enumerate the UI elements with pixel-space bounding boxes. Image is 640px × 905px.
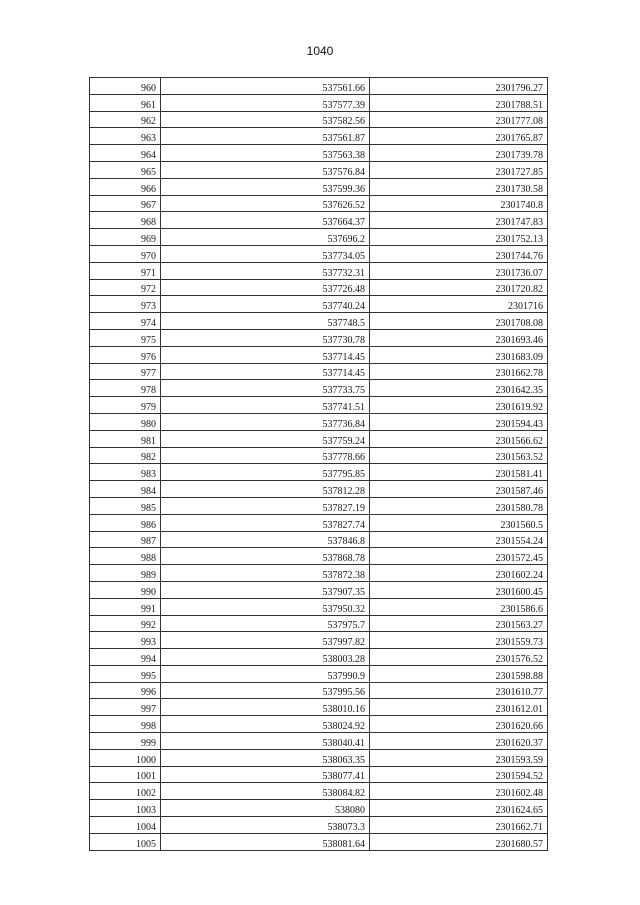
x-coordinate-cell: 537734.05 [161, 245, 370, 262]
table-row [90, 817, 548, 834]
point-number-cell: 968 [90, 212, 161, 229]
table-row [90, 161, 548, 178]
x-coordinate-cell: 538084.82 [161, 783, 370, 800]
x-coordinate-cell: 537759.24 [161, 430, 370, 447]
table-row [90, 346, 548, 363]
y-coordinate-cell: 2301765.87 [370, 128, 548, 145]
y-coordinate-cell: 2301680.57 [370, 833, 548, 850]
y-coordinate-cell: 2301662.78 [370, 363, 548, 380]
point-number-cell: 974 [90, 313, 161, 330]
x-coordinate-cell: 538003.28 [161, 649, 370, 666]
table-row [90, 598, 548, 615]
y-coordinate-cell: 2301720.82 [370, 279, 548, 296]
x-coordinate-cell: 537664.37 [161, 212, 370, 229]
table-row [90, 413, 548, 430]
point-number-cell: 972 [90, 279, 161, 296]
y-coordinate-cell: 2301752.13 [370, 229, 548, 246]
point-number-cell: 980 [90, 413, 161, 430]
table-row [90, 682, 548, 699]
x-coordinate-cell: 538063.35 [161, 749, 370, 766]
y-coordinate-cell: 2301744.76 [370, 245, 548, 262]
x-coordinate-cell: 537868.78 [161, 548, 370, 565]
table-row [90, 632, 548, 649]
y-coordinate-cell: 2301716 [370, 296, 548, 313]
point-number-cell: 978 [90, 380, 161, 397]
x-coordinate-cell: 537740.24 [161, 296, 370, 313]
y-coordinate-cell: 2301563.27 [370, 615, 548, 632]
x-coordinate-cell: 538024.92 [161, 716, 370, 733]
y-coordinate-cell: 2301572.45 [370, 548, 548, 565]
y-coordinate-cell: 2301600.45 [370, 581, 548, 598]
table-row [90, 481, 548, 498]
point-number-cell: 1004 [90, 817, 161, 834]
point-number-cell: 984 [90, 481, 161, 498]
point-number-cell: 989 [90, 565, 161, 582]
table-row [90, 581, 548, 598]
x-coordinate-cell: 538081.64 [161, 833, 370, 850]
x-coordinate-cell: 537730.78 [161, 329, 370, 346]
table-row [90, 262, 548, 279]
point-number-cell: 963 [90, 128, 161, 145]
point-number-cell: 964 [90, 145, 161, 162]
table-row [90, 783, 548, 800]
table-row [90, 145, 548, 162]
y-coordinate-cell: 2301788.51 [370, 94, 548, 111]
table-row [90, 363, 548, 380]
y-coordinate-cell: 2301736.07 [370, 262, 548, 279]
point-number-cell: 961 [90, 94, 161, 111]
table-row [90, 94, 548, 111]
x-coordinate-cell: 537563.38 [161, 145, 370, 162]
table-row [90, 128, 548, 145]
point-number-cell: 988 [90, 548, 161, 565]
point-number-cell: 995 [90, 665, 161, 682]
table-row [90, 565, 548, 582]
x-coordinate-cell: 537714.45 [161, 363, 370, 380]
table-row [90, 430, 548, 447]
point-number-cell: 965 [90, 161, 161, 178]
x-coordinate-cell: 537582.56 [161, 111, 370, 128]
y-coordinate-cell: 2301708.08 [370, 313, 548, 330]
table-row [90, 78, 548, 95]
y-coordinate-cell: 2301642.35 [370, 380, 548, 397]
table-row [90, 397, 548, 414]
point-number-cell: 1003 [90, 800, 161, 817]
table-row [90, 497, 548, 514]
point-number-cell: 991 [90, 598, 161, 615]
point-number-cell: 971 [90, 262, 161, 279]
table-row [90, 229, 548, 246]
y-coordinate-cell: 2301554.24 [370, 531, 548, 548]
point-number-cell: 992 [90, 615, 161, 632]
table-row [90, 548, 548, 565]
y-coordinate-cell: 2301683.09 [370, 346, 548, 363]
point-number-cell: 987 [90, 531, 161, 548]
point-number-cell: 997 [90, 699, 161, 716]
table-row [90, 296, 548, 313]
x-coordinate-cell: 538077.41 [161, 766, 370, 783]
point-number-cell: 994 [90, 649, 161, 666]
point-number-cell: 982 [90, 447, 161, 464]
point-number-cell: 996 [90, 682, 161, 699]
point-number-cell: 993 [90, 632, 161, 649]
x-coordinate-cell: 538080 [161, 800, 370, 817]
y-coordinate-cell: 2301796.27 [370, 78, 548, 95]
x-coordinate-cell: 537732.31 [161, 262, 370, 279]
point-number-cell: 983 [90, 464, 161, 481]
point-number-cell: 1005 [90, 833, 161, 850]
y-coordinate-cell: 2301580.78 [370, 497, 548, 514]
table-row [90, 716, 548, 733]
point-number-cell: 981 [90, 430, 161, 447]
point-number-cell: 977 [90, 363, 161, 380]
y-coordinate-cell: 2301602.24 [370, 565, 548, 582]
y-coordinate-cell: 2301620.37 [370, 733, 548, 750]
y-coordinate-cell: 2301602.48 [370, 783, 548, 800]
x-coordinate-cell: 537733.75 [161, 380, 370, 397]
x-coordinate-cell: 537561.66 [161, 78, 370, 95]
x-coordinate-cell: 538010.16 [161, 699, 370, 716]
x-coordinate-cell: 537990.9 [161, 665, 370, 682]
y-coordinate-cell: 2301662.71 [370, 817, 548, 834]
table-row [90, 245, 548, 262]
x-coordinate-cell: 537626.52 [161, 195, 370, 212]
table-row [90, 195, 548, 212]
table-row [90, 749, 548, 766]
x-coordinate-cell: 537726.48 [161, 279, 370, 296]
x-coordinate-cell: 537997.82 [161, 632, 370, 649]
point-number-cell: 970 [90, 245, 161, 262]
point-number-cell: 990 [90, 581, 161, 598]
table-row [90, 665, 548, 682]
table-row [90, 514, 548, 531]
coordinate-table-body [90, 78, 548, 851]
point-number-cell: 966 [90, 178, 161, 195]
point-number-cell: 1001 [90, 766, 161, 783]
y-coordinate-cell: 2301612.01 [370, 699, 548, 716]
table-row [90, 531, 548, 548]
x-coordinate-cell: 537696.2 [161, 229, 370, 246]
table-row [90, 313, 548, 330]
x-coordinate-cell: 538040.41 [161, 733, 370, 750]
table-row [90, 178, 548, 195]
table-row [90, 464, 548, 481]
x-coordinate-cell: 537795.85 [161, 464, 370, 481]
point-number-cell: 976 [90, 346, 161, 363]
y-coordinate-cell: 2301598.88 [370, 665, 548, 682]
y-coordinate-cell: 2301620.66 [370, 716, 548, 733]
point-number-cell: 999 [90, 733, 161, 750]
table-row [90, 212, 548, 229]
x-coordinate-cell: 537827.19 [161, 497, 370, 514]
point-number-cell: 985 [90, 497, 161, 514]
y-coordinate-cell: 2301730.58 [370, 178, 548, 195]
y-coordinate-cell: 2301560.5 [370, 514, 548, 531]
x-coordinate-cell: 537778.66 [161, 447, 370, 464]
x-coordinate-cell: 537907.35 [161, 581, 370, 598]
y-coordinate-cell: 2301563.52 [370, 447, 548, 464]
table-row [90, 766, 548, 783]
point-number-cell: 998 [90, 716, 161, 733]
y-coordinate-cell: 2301594.43 [370, 413, 548, 430]
y-coordinate-cell: 2301610.77 [370, 682, 548, 699]
point-number-cell: 962 [90, 111, 161, 128]
page-number: 1040 [306, 44, 334, 58]
table-row [90, 279, 548, 296]
table-row [90, 733, 548, 750]
y-coordinate-cell: 2301777.08 [370, 111, 548, 128]
point-number-cell: 969 [90, 229, 161, 246]
y-coordinate-cell: 2301586.6 [370, 598, 548, 615]
table-row [90, 800, 548, 817]
x-coordinate-cell: 537714.45 [161, 346, 370, 363]
coordinate-table [89, 77, 548, 851]
table-row [90, 649, 548, 666]
table-row [90, 380, 548, 397]
x-coordinate-cell: 537872.38 [161, 565, 370, 582]
y-coordinate-cell: 2301624.65 [370, 800, 548, 817]
table-row [90, 111, 548, 128]
table-row [90, 447, 548, 464]
x-coordinate-cell: 537748.5 [161, 313, 370, 330]
y-coordinate-cell: 2301587.46 [370, 481, 548, 498]
point-number-cell: 973 [90, 296, 161, 313]
y-coordinate-cell: 2301739.78 [370, 145, 548, 162]
y-coordinate-cell: 2301594.52 [370, 766, 548, 783]
y-coordinate-cell: 2301693.46 [370, 329, 548, 346]
point-number-cell: 960 [90, 78, 161, 95]
y-coordinate-cell: 2301740.8 [370, 195, 548, 212]
x-coordinate-cell: 537975.7 [161, 615, 370, 632]
y-coordinate-cell: 2301566.62 [370, 430, 548, 447]
point-number-cell: 975 [90, 329, 161, 346]
x-coordinate-cell: 537950.32 [161, 598, 370, 615]
y-coordinate-cell: 2301619.92 [370, 397, 548, 414]
point-number-cell: 1000 [90, 749, 161, 766]
table-row [90, 833, 548, 850]
x-coordinate-cell: 537741.51 [161, 397, 370, 414]
y-coordinate-cell: 2301747.83 [370, 212, 548, 229]
table-row [90, 699, 548, 716]
table-row [90, 615, 548, 632]
point-number-cell: 979 [90, 397, 161, 414]
point-number-cell: 986 [90, 514, 161, 531]
x-coordinate-cell: 538073.3 [161, 817, 370, 834]
x-coordinate-cell: 537812.28 [161, 481, 370, 498]
x-coordinate-cell: 537577.39 [161, 94, 370, 111]
x-coordinate-cell: 537576.84 [161, 161, 370, 178]
x-coordinate-cell: 537599.36 [161, 178, 370, 195]
y-coordinate-cell: 2301727.85 [370, 161, 548, 178]
y-coordinate-cell: 2301593.59 [370, 749, 548, 766]
y-coordinate-cell: 2301559.73 [370, 632, 548, 649]
table-row [90, 329, 548, 346]
y-coordinate-cell: 2301581.41 [370, 464, 548, 481]
y-coordinate-cell: 2301576.52 [370, 649, 548, 666]
point-number-cell: 1002 [90, 783, 161, 800]
point-number-cell: 967 [90, 195, 161, 212]
x-coordinate-cell: 537827.74 [161, 514, 370, 531]
x-coordinate-cell: 537561.87 [161, 128, 370, 145]
x-coordinate-cell: 537995.56 [161, 682, 370, 699]
x-coordinate-cell: 537736.84 [161, 413, 370, 430]
x-coordinate-cell: 537846.8 [161, 531, 370, 548]
